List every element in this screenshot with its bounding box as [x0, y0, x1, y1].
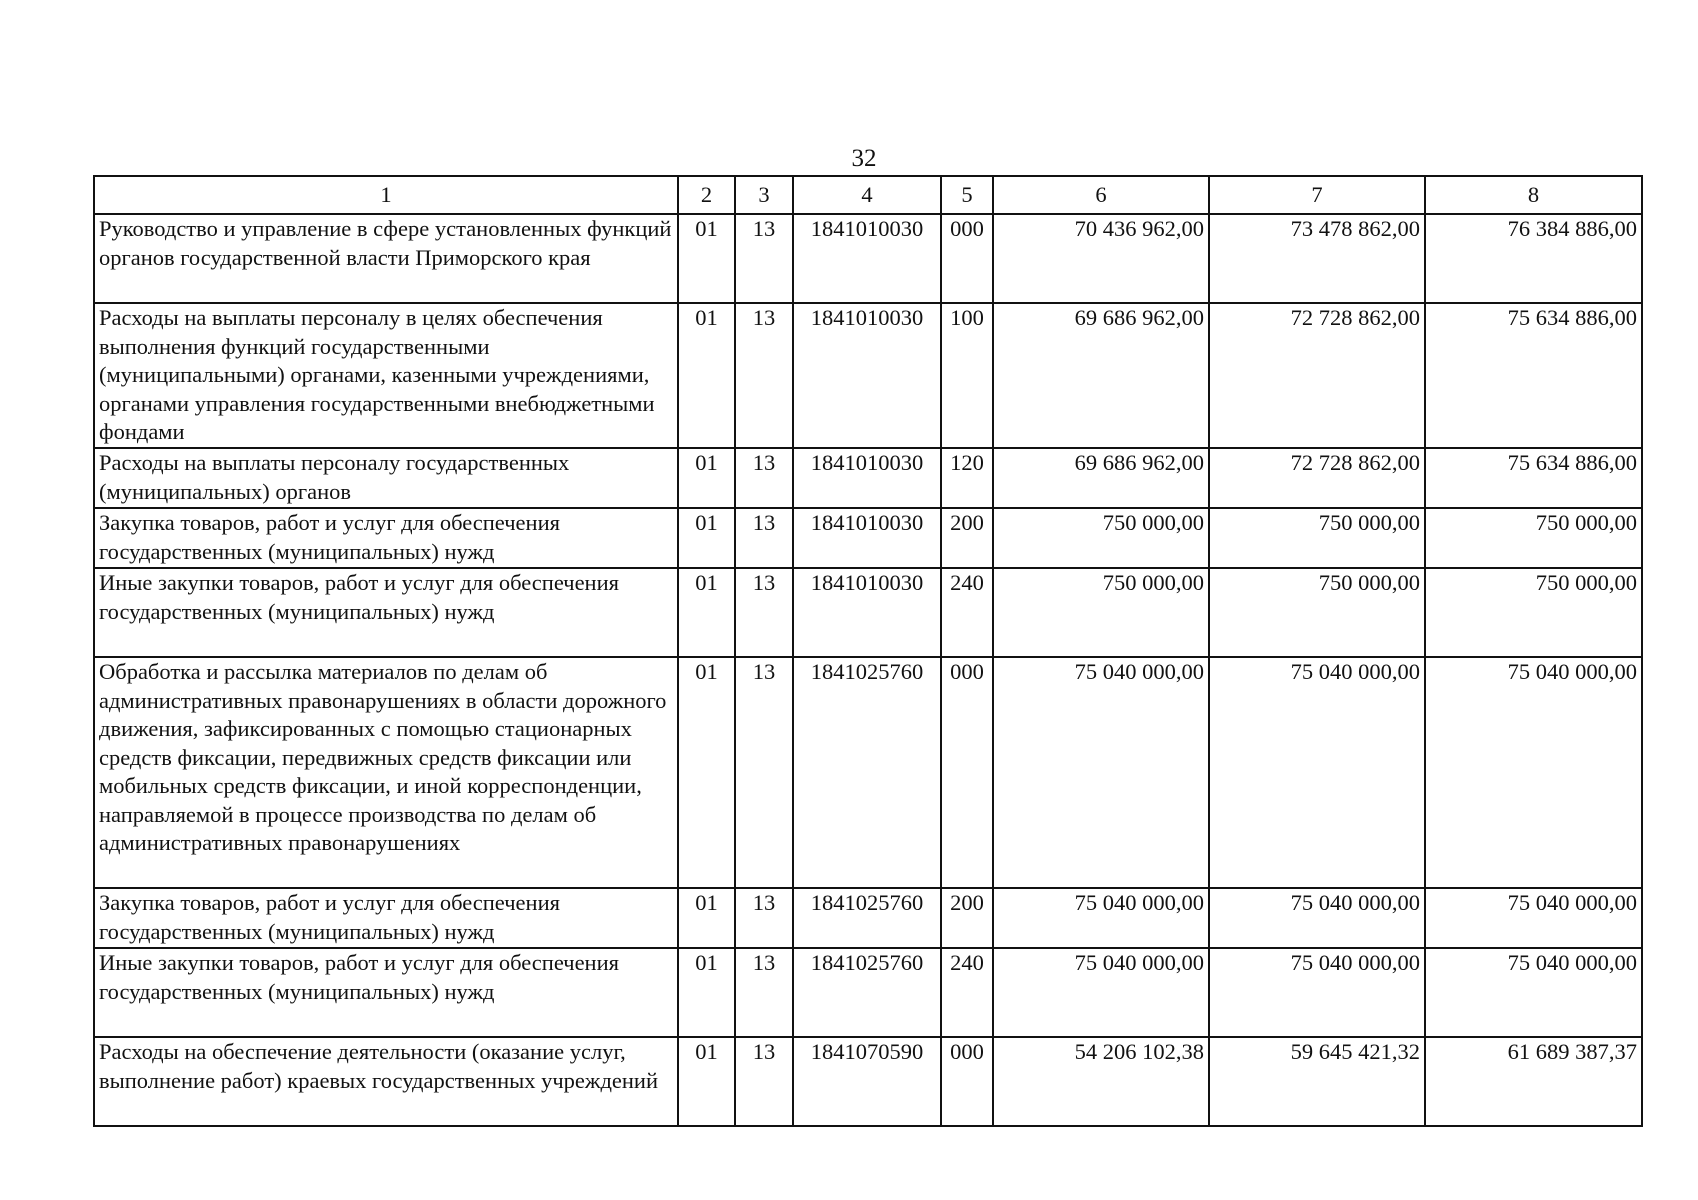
- section-code: 01: [678, 948, 735, 1037]
- expense-name: Расходы на выплаты персоналу в целях обеспечения выполнения функций государственными (муниципальными) органами, казенными учреждениями, органами управления государственными внебюджетными фондами: [94, 303, 678, 448]
- column-header: 6: [993, 176, 1209, 214]
- expense-type-code: 000: [941, 1037, 993, 1126]
- subsection-code: 13: [735, 657, 793, 888]
- column-header: 3: [735, 176, 793, 214]
- table-row: [94, 1037, 1642, 1126]
- amount-col7: 750 000,00: [1209, 568, 1425, 657]
- subsection-code: 13: [735, 303, 793, 448]
- section-code: 01: [678, 303, 735, 448]
- amount-col7: 72 728 862,00: [1209, 303, 1425, 448]
- amount-col6: 70 436 962,00: [993, 214, 1209, 303]
- column-header: 8: [1425, 176, 1642, 214]
- amount-col7: 72 728 862,00: [1209, 448, 1425, 508]
- column-header: 4: [793, 176, 941, 214]
- target-article-code: 1841010030: [793, 448, 941, 508]
- subsection-code: 13: [735, 888, 793, 948]
- amount-col8: 75 040 000,00: [1425, 948, 1642, 1037]
- amount-col8: 75 040 000,00: [1425, 888, 1642, 948]
- expense-type-code: 200: [941, 888, 993, 948]
- expense-type-code: 200: [941, 508, 993, 568]
- amount-col8: 750 000,00: [1425, 508, 1642, 568]
- target-article-code: 1841010030: [793, 568, 941, 657]
- amount-col7: 75 040 000,00: [1209, 948, 1425, 1037]
- amount-col8: 75 040 000,00: [1425, 657, 1642, 888]
- subsection-code: 13: [735, 948, 793, 1037]
- amount-col8: 75 634 886,00: [1425, 303, 1642, 448]
- amount-col8: 750 000,00: [1425, 568, 1642, 657]
- amount-col6: 69 686 962,00: [993, 303, 1209, 448]
- section-code: 01: [678, 568, 735, 657]
- amount-col6: 750 000,00: [993, 568, 1209, 657]
- expense-type-code: 240: [941, 948, 993, 1037]
- amount-col7: 75 040 000,00: [1209, 888, 1425, 948]
- table-row: [94, 508, 1642, 568]
- target-article-code: 1841010030: [793, 508, 941, 568]
- amount-col7: 59 645 421,32: [1209, 1037, 1425, 1126]
- expense-type-code: 120: [941, 448, 993, 508]
- amount-col7: 750 000,00: [1209, 508, 1425, 568]
- expense-name: Закупка товаров, работ и услуг для обеспечения государственных (муниципальных) нужд: [94, 888, 678, 948]
- column-header: 1: [94, 176, 678, 214]
- amount-col8: 75 634 886,00: [1425, 448, 1642, 508]
- target-article-code: 1841025760: [793, 948, 941, 1037]
- subsection-code: 13: [735, 508, 793, 568]
- subsection-code: 13: [735, 448, 793, 508]
- amount-col6: 75 040 000,00: [993, 657, 1209, 888]
- section-code: 01: [678, 214, 735, 303]
- subsection-code: 13: [735, 1037, 793, 1126]
- expense-type-code: 000: [941, 214, 993, 303]
- expense-type-code: 240: [941, 568, 993, 657]
- column-header: 5: [941, 176, 993, 214]
- expense-name: Иные закупки товаров, работ и услуг для обеспечения государственных (муниципальных) нужд: [94, 948, 678, 1037]
- expense-name: Руководство и управление в сфере установленных функций органов государственной власти Приморского края: [94, 214, 678, 303]
- amount-col8: 61 689 387,37: [1425, 1037, 1642, 1126]
- amount-col6: 69 686 962,00: [993, 448, 1209, 508]
- amount-col6: 54 206 102,38: [993, 1037, 1209, 1126]
- page-number: 32: [851, 145, 877, 172]
- amount-col6: 75 040 000,00: [993, 888, 1209, 948]
- column-header: 2: [678, 176, 735, 214]
- target-article-code: 1841010030: [793, 214, 941, 303]
- table-row: [94, 448, 1642, 508]
- expense-name: Закупка товаров, работ и услуг для обеспечения государственных (муниципальных) нужд: [94, 508, 678, 568]
- target-article-code: 1841025760: [793, 888, 941, 948]
- section-code: 01: [678, 1037, 735, 1126]
- amount-col8: 76 384 886,00: [1425, 214, 1642, 303]
- table-row: [94, 948, 1642, 1037]
- subsection-code: 13: [735, 214, 793, 303]
- amount-col6: 750 000,00: [993, 508, 1209, 568]
- table-row: [94, 214, 1642, 303]
- target-article-code: 1841025760: [793, 657, 941, 888]
- expense-name: Расходы на обеспечение деятельности (оказание услуг, выполнение работ) краевых государственных учреждений: [94, 1037, 678, 1126]
- table-row: [94, 888, 1642, 948]
- expense-type-code: 000: [941, 657, 993, 888]
- subsection-code: 13: [735, 568, 793, 657]
- table-row: [94, 657, 1642, 888]
- table-row: [94, 568, 1642, 657]
- section-code: 01: [678, 657, 735, 888]
- table-row: [94, 303, 1642, 448]
- target-article-code: 1841010030: [793, 303, 941, 448]
- expense-type-code: 100: [941, 303, 993, 448]
- header-row: [94, 176, 1642, 214]
- expense-name: Обработка и рассылка материалов по делам об административных правонарушениях в области дорожного движения, зафиксированных с помощью стационарных средств фиксации, передвижных средств фиксации или мобильных средств фиксации, и иной корреспонденции, направляемой в процессе производства по делам об административных правонарушениях: [94, 657, 678, 888]
- expense-name: Расходы на выплаты персоналу государственных (муниципальных) органов: [94, 448, 678, 508]
- target-article-code: 1841070590: [793, 1037, 941, 1126]
- column-header: 7: [1209, 176, 1425, 214]
- amount-col7: 73 478 862,00: [1209, 214, 1425, 303]
- section-code: 01: [678, 448, 735, 508]
- expense-name: Иные закупки товаров, работ и услуг для обеспечения государственных (муниципальных) нужд: [94, 568, 678, 657]
- amount-col7: 75 040 000,00: [1209, 657, 1425, 888]
- amount-col6: 75 040 000,00: [993, 948, 1209, 1037]
- section-code: 01: [678, 508, 735, 568]
- section-code: 01: [678, 888, 735, 948]
- budget-table: [93, 175, 1643, 1127]
